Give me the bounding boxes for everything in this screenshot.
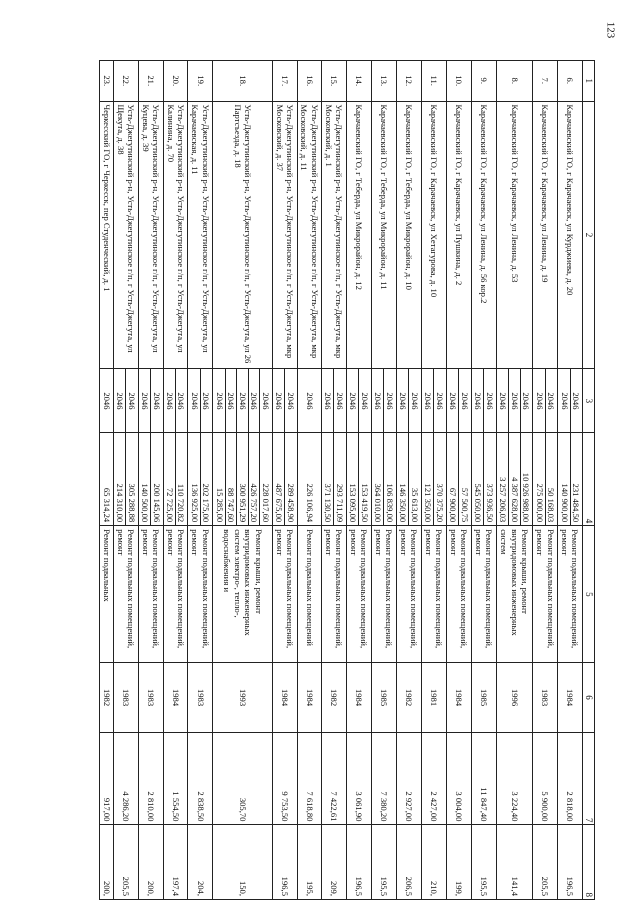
table-body <box>100 61 583 900</box>
row-number-cell: 19. <box>188 61 213 102</box>
header-cell: 7 <box>583 732 595 825</box>
amount-value: 110 720,82 <box>176 483 187 523</box>
built-year-cell: 1985 <box>471 663 496 732</box>
extra-cell: 200, <box>138 825 163 900</box>
extra-cell: 205,5 <box>533 825 558 900</box>
year-value: 2046 <box>126 392 137 410</box>
built-year-cell: 1983 <box>533 663 558 732</box>
amount-cell <box>113 433 138 526</box>
extra-cell: 196,5 <box>558 825 583 900</box>
extra-cell: 206,5 <box>396 825 421 900</box>
amount-value: 300 951,29 <box>237 433 248 525</box>
area-cell: 11 847,40 <box>471 732 496 825</box>
amount-cell <box>163 433 188 526</box>
built-year-cell: 1983 <box>113 663 138 732</box>
header-cell: 1 <box>583 61 595 102</box>
address-cell: Карачаевский ГО, г Карачаевск, ул Хетагурова, д. 10 <box>421 101 446 369</box>
extra-cell: 141,4 <box>496 825 532 900</box>
amount-value: 153 419,50 <box>359 483 370 523</box>
amount-value: 231 484,50 <box>571 483 581 523</box>
built-year-cell: 1984 <box>163 663 188 732</box>
amount-value: 371 130,50 <box>323 433 334 525</box>
amount-value: 364 010,00 <box>373 433 384 525</box>
extra-cell: 195,5 <box>371 825 396 900</box>
year-value: 2046 <box>559 369 570 432</box>
table-row <box>421 61 446 900</box>
year-cell <box>297 369 321 433</box>
row-number-cell: 6. <box>558 61 583 102</box>
table-row <box>496 61 532 900</box>
row-number-cell: 16. <box>297 61 321 102</box>
year-value: 2046 <box>334 392 345 410</box>
amount-cell <box>396 433 421 526</box>
work-type-cell: Ремонт подвальных помещений, ремонт <box>421 526 446 663</box>
year-value: 2046 <box>373 369 384 432</box>
built-year-cell: 1984 <box>346 663 371 732</box>
year-cell <box>138 369 163 433</box>
amount-value: 136 925,00 <box>190 433 201 525</box>
work-type-cell: Ремонт подвальных помещений, ремонт <box>446 526 471 663</box>
amount-value: 373 936,50 <box>484 483 495 523</box>
address-cell: Карачаевский ГО, г Теберда, ул Микрорайон, д. 11 <box>371 101 396 369</box>
year-cell <box>113 369 138 433</box>
area-cell: 4 286,20 <box>113 732 138 825</box>
year-value: 2046 <box>151 392 162 410</box>
extra-cell: 209, <box>321 825 346 900</box>
year-value: 2046 <box>323 369 334 432</box>
year-value: 2046 <box>260 392 271 410</box>
table-row <box>371 61 396 900</box>
amount-value: 153 095,00 <box>348 433 359 525</box>
extra-cell: 150, <box>213 825 272 900</box>
table-row <box>297 61 321 900</box>
amount-cell <box>533 433 558 526</box>
address-cell: Усть-Джегутинский р-н, Усть-Джегутинское г/п, г Усть-Джегута, ул Калинина, д. 70 <box>163 101 188 369</box>
extra-cell: 199, <box>446 825 471 900</box>
address-cell: Карачаевский ГО, г Карачаевск, ул Пушкина, д. 2 <box>446 101 471 369</box>
row-number-cell: 14. <box>346 61 371 102</box>
year-value: 2046 <box>384 392 395 410</box>
amount-cell <box>421 433 446 526</box>
amount-value: 3 257 206,03 <box>498 433 509 525</box>
area-cell: 2 810,00 <box>138 732 163 825</box>
table-row <box>163 61 188 900</box>
year-value: 2046 <box>459 392 470 410</box>
amount-cell <box>471 433 496 526</box>
amount-cell <box>297 433 321 526</box>
header-cell: 4 <box>583 433 595 526</box>
year-value: 2046 <box>534 369 545 432</box>
row-number-cell: 15. <box>321 61 346 102</box>
header-cell: 5 <box>583 526 595 663</box>
table-row <box>272 61 297 900</box>
amount-cell <box>100 433 113 526</box>
amount-value: 305 288,88 <box>126 483 137 523</box>
year-value: 2046 <box>398 369 409 432</box>
amount-value: 228 017,60 <box>260 483 271 523</box>
address-cell: Карачаевский ГО, г Теберда, ул Микрорайон, д. 12 <box>346 101 371 369</box>
built-year-cell: 1984 <box>446 663 471 732</box>
amount-cell <box>446 433 471 526</box>
extra-cell: 196,5 <box>272 825 297 900</box>
year-cell <box>100 369 113 433</box>
amount-value: 146 350,00 <box>398 433 409 525</box>
work-type-cell: Ремонт подвальных помещений, ремонт <box>471 526 496 663</box>
header-cell: 8 <box>583 825 595 900</box>
table-row <box>558 61 583 900</box>
year-value: 2046 <box>546 392 557 410</box>
year-value: 2046 <box>348 369 359 432</box>
area-cell: 2 427,00 <box>421 732 446 825</box>
work-type-cell: Ремонт подвальных помещений <box>297 526 321 663</box>
row-number-cell: 11. <box>421 61 446 102</box>
table-row <box>188 61 213 900</box>
year-value: 2046 <box>101 392 112 410</box>
built-year-cell: 1981 <box>421 663 446 732</box>
amount-value: 50 168,03 <box>546 487 557 523</box>
year-value: 2046 <box>190 369 201 432</box>
amount-value: 72 725,00 <box>165 433 176 525</box>
amount-cell <box>188 433 213 526</box>
work-type-cell: Ремонт крыши, ремонт внутридомовых инженерных систем электро-, тепло-, водоснабжения и <box>213 526 272 663</box>
year-value: 2046 <box>423 369 434 432</box>
year-value: 2046 <box>285 392 296 410</box>
work-type-cell: Ремонт подвальных помещений, ремонт <box>163 526 188 663</box>
work-type-cell: Ремонт подвальных помещений, ремонт <box>558 526 583 663</box>
year-value: 2046 <box>484 392 495 410</box>
year-cell <box>421 369 446 433</box>
extra-cell: 197,4 <box>163 825 188 900</box>
address-cell: Карачаевский ГО, г Теберда, ул Микрорайон, д. 10 <box>396 101 421 369</box>
year-value: 2046 <box>521 392 532 410</box>
extra-cell: 200, <box>100 825 113 900</box>
amount-value: 88 747,60 <box>226 433 237 525</box>
header-cell: 3 <box>583 369 595 433</box>
address-cell: Усть-Джегутинский р-н, Усть-Джегутинское г/п, г Усть-Джегута, ул 26 Партсъезда, д. 18 <box>213 101 272 369</box>
row-number-cell: 21. <box>138 61 163 102</box>
year-cell <box>533 369 558 433</box>
area-cell: 7 618,80 <box>297 732 321 825</box>
year-value: 2046 <box>140 369 151 432</box>
table-row <box>446 61 471 900</box>
built-year-cell: 1984 <box>297 663 321 732</box>
built-year-cell: 1984 <box>272 663 297 732</box>
area-cell: 7 422,61 <box>321 732 346 825</box>
amount-value: 200 145,06 <box>151 483 162 523</box>
work-type-cell: Ремонт крыши, ремонт внутридомовых инженерных систем <box>496 526 532 663</box>
amount-value: 121 350,00 <box>423 433 434 525</box>
area-cell: 3 061,90 <box>346 732 371 825</box>
work-type-cell: Ремонт подвальных <box>100 526 113 663</box>
work-type-cell: Ремонт подвальных помещений, ремонт <box>346 526 371 663</box>
page-number: 123 <box>603 21 616 39</box>
year-cell <box>213 369 272 433</box>
work-type-cell: Ремонт подвальных помещений, ремонт <box>396 526 421 663</box>
work-type-cell: Ремонт подвальных помещений, ремонт <box>272 526 297 663</box>
work-type-cell: Ремонт подвальных помещений, ремонт <box>371 526 396 663</box>
area-cell: 305,70 <box>213 732 272 825</box>
area-cell: 5 900,00 <box>533 732 558 825</box>
area-cell: 9 753,50 <box>272 732 297 825</box>
year-cell <box>321 369 346 433</box>
row-number-cell: 9. <box>471 61 496 102</box>
built-year-cell: 1983 <box>188 663 213 732</box>
row-number-cell: 13. <box>371 61 396 102</box>
amount-cell <box>138 433 163 526</box>
extra-cell: 205,5 <box>113 825 138 900</box>
work-type-cell: Ремонт подвальных помещений, ремонт <box>533 526 558 663</box>
amount-cell <box>272 433 297 526</box>
table-row <box>321 61 346 900</box>
amount-value: 67 900,00 <box>448 433 459 525</box>
extra-cell: 195, <box>297 825 321 900</box>
row-number-cell: 8. <box>496 61 532 102</box>
year-value: 2046 <box>304 392 315 410</box>
table-row <box>100 61 113 900</box>
address-cell: Карачаевский ГО, г Карачаевск, ул Курджиева, д. 20 <box>558 101 583 369</box>
year-cell <box>188 369 213 433</box>
amount-cell <box>558 433 583 526</box>
year-value: 2046 <box>176 392 187 410</box>
area-cell: 2 838,50 <box>188 732 213 825</box>
address-cell: Усть-Джегутинский р-н, Усть-Джегутинское г/п, г Усть-Джегута, ул Щекута, д. 38 <box>113 101 138 369</box>
year-cell <box>496 369 532 433</box>
amount-cell <box>496 433 532 526</box>
year-value: 2046 <box>434 392 445 410</box>
amount-cell <box>371 433 396 526</box>
table-row <box>113 61 138 900</box>
built-year-cell: 1982 <box>321 663 346 732</box>
table-row <box>213 61 272 900</box>
year-value: 2046 <box>473 369 484 432</box>
year-value: 2046 <box>226 369 237 432</box>
amount-value: 10 926 988,00 <box>521 472 532 523</box>
address-cell: Усть-Джегутинский р-н, Усть-Джегутинское г/п, г Усть-Джегута, ул Куцева, д. 39 <box>138 101 163 369</box>
row-number-cell: 18. <box>213 61 272 102</box>
extra-cell: 210, <box>421 825 446 900</box>
year-cell <box>471 369 496 433</box>
area-cell: 2 927,00 <box>396 732 421 825</box>
header-row <box>583 61 595 900</box>
amount-value: 289 458,90 <box>285 483 296 523</box>
row-number-cell: 22. <box>113 61 138 102</box>
year-cell <box>446 369 471 433</box>
amount-value: 202 175,00 <box>201 483 212 523</box>
address-cell: Черкесский ГО, г Черкесск, пер Студенческий, д. 1 <box>100 101 113 369</box>
address-cell: Усть-Джегутинский р-н, Усть-Джегутинское г/п, г Усть-Джегута, мкр Московский, д. 11 <box>297 101 321 369</box>
row-number-cell: 17. <box>272 61 297 102</box>
address-cell: Карачаевский ГО, г Карачаевск, ул Ленина, д. 19 <box>533 101 558 369</box>
rotated-page-content <box>50 60 595 900</box>
year-cell <box>558 369 583 433</box>
area-cell: 917,00 <box>100 732 113 825</box>
year-value: 2046 <box>115 369 126 432</box>
table-row <box>346 61 371 900</box>
table-row <box>396 61 421 900</box>
year-cell <box>371 369 396 433</box>
amount-cell <box>321 433 346 526</box>
year-value: 2046 <box>201 392 212 410</box>
year-value: 2046 <box>249 369 260 432</box>
address-cell: Усть-Джегутинский р-н, Усть-Джегутинское г/п, г Усть-Джегута, мкр Московский, д. 1 <box>321 101 346 369</box>
amount-value: 487 675,00 <box>274 433 285 525</box>
area-cell: 3 004,00 <box>446 732 471 825</box>
amount-value: 275 000,00 <box>534 433 545 525</box>
header-cell: 2 <box>583 101 595 369</box>
row-number-cell: 20. <box>163 61 188 102</box>
built-year-cell: 1983 <box>138 663 163 732</box>
extra-cell: 195,5 <box>471 825 496 900</box>
table-row <box>138 61 163 900</box>
header-cell: 6 <box>583 663 595 732</box>
work-type-cell: Ремонт подвальных помещений, ремонт <box>321 526 346 663</box>
year-value: 2046 <box>359 392 370 410</box>
year-cell <box>163 369 188 433</box>
work-type-cell: Ремонт подвальных помещений, ремонт <box>113 526 138 663</box>
built-year-cell: 1985 <box>371 663 396 732</box>
amount-value: 426 757,20 <box>249 433 260 525</box>
year-value: 2046 <box>498 369 509 432</box>
table-row <box>533 61 558 900</box>
row-number-cell: 23. <box>100 61 113 102</box>
built-year-cell: 1982 <box>396 663 421 732</box>
year-value: 2046 <box>214 369 225 432</box>
year-cell <box>272 369 297 433</box>
table-row <box>471 61 496 900</box>
amount-value: 65 314,24 <box>101 487 112 523</box>
row-number-cell: 10. <box>446 61 471 102</box>
amount-value: 35 613,00 <box>409 487 420 523</box>
amount-value: 545 050,00 <box>473 433 484 525</box>
year-value: 2046 <box>237 369 248 432</box>
row-number-cell: 12. <box>396 61 421 102</box>
amount-cell <box>346 433 371 526</box>
work-type-cell: Ремонт подвальных помещений, ремонт <box>188 526 213 663</box>
amount-value: 140 500,00 <box>140 433 151 525</box>
amount-cell <box>213 433 272 526</box>
built-year-cell: 1982 <box>100 663 113 732</box>
address-cell: Усть-Джегутинский р-н, Усть-Джегутинское г/п, г Усть-Джегута, мкр Московский, д. 37 <box>272 101 297 369</box>
built-year-cell: 1996 <box>496 663 532 732</box>
amount-value: 4 387 628,00 <box>509 433 520 525</box>
area-cell: 7 380,20 <box>371 732 396 825</box>
amount-value: 140 900,00 <box>559 433 570 525</box>
address-cell: Карачаевский ГО, г Карачаевск, ул Ленина, д. 56 кор.2 <box>471 101 496 369</box>
area-cell: 1 554,50 <box>163 732 188 825</box>
year-value: 2046 <box>274 369 285 432</box>
work-type-cell: Ремонт подвальных помещений, ремонт <box>138 526 163 663</box>
address-cell: Карачаевский ГО, г Карачаевск, ул Ленина, д. 53 <box>496 101 532 369</box>
amount-value: 214 310,00 <box>115 433 126 525</box>
extra-cell: 204, <box>188 825 213 900</box>
rotated-table-container <box>50 60 595 900</box>
area-cell: 3 224,40 <box>496 732 532 825</box>
amount-value: 293 711,09 <box>334 483 345 523</box>
year-value: 2046 <box>571 392 581 410</box>
year-value: 2046 <box>448 369 459 432</box>
year-cell <box>346 369 371 433</box>
area-cell: 2 818,00 <box>558 732 583 825</box>
amount-value: 15 285,00 <box>214 433 225 525</box>
repair-schedule-table <box>99 60 595 900</box>
year-value: 2046 <box>409 392 420 410</box>
built-year-cell: 1984 <box>558 663 583 732</box>
built-year-cell: 1993 <box>213 663 272 732</box>
amount-value: 370 375,20 <box>434 483 445 523</box>
year-value: 2046 <box>509 369 520 432</box>
year-value: 2046 <box>165 369 176 432</box>
row-number-cell: 7. <box>533 61 558 102</box>
amount-value: 106 839,00 <box>384 483 395 523</box>
amount-value: 57 500,75 <box>459 487 470 523</box>
extra-cell: 196,5 <box>346 825 371 900</box>
amount-value: 226 106,94 <box>304 483 315 523</box>
year-cell <box>396 369 421 433</box>
address-cell: Усть-Джегутинский р-н, Усть-Джегутинское г/п, г Усть-Джегута, ул Карачаевская, д. 11 <box>188 101 213 369</box>
